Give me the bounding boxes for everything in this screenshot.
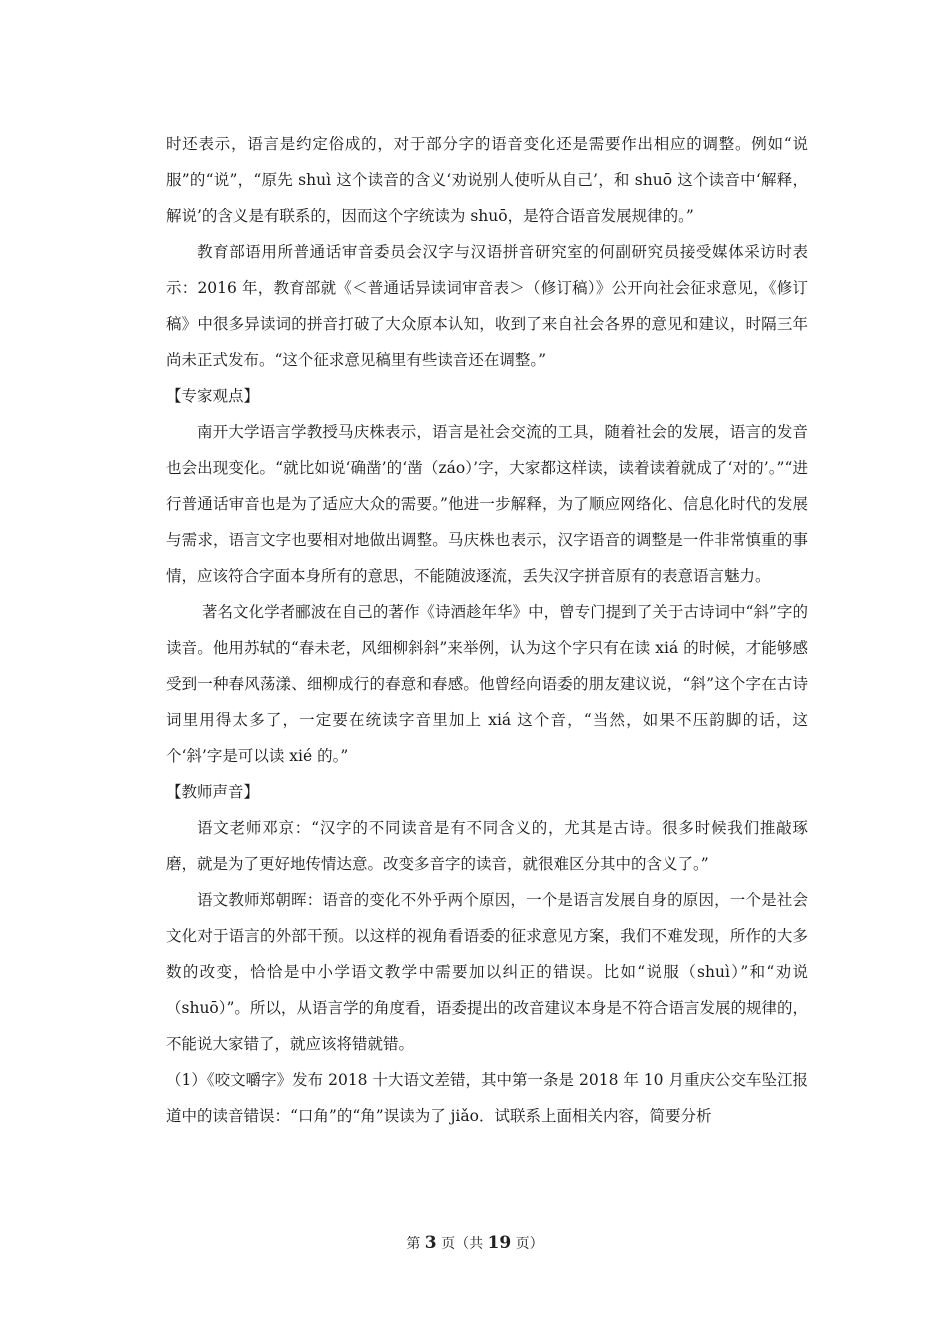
paragraph-6: 语文教师郑朝晖：语音的变化不外乎两个原因，一个是语言发展自身的原因，一个是社会文化对于语言的外部干预。以这样的视角看语委的征求意见方案，我们不难发现，所作的大多数的改变，恰恰是中小学语文教学中需要加以纠正的错误。比如“说服（shuì）”和“劝说（shuō）”。所以，从语言学的角度看，语委提出的改音建议本身是不符合语言发展的规律的，不能说大家错了，就应该将错就错。 (166, 891, 808, 1053)
paragraph-1: 时还表示，语言是约定俗成的，对于部分字的语音变化还是需要作出相应的调整。例如“说服”的“说”，“原先 shuì 这个读音的含义‘劝说别人使听从自己’，和 shuō 这个读音中‘解释，解说’的含义是有联系的，因而这个字统读为 shuō，是符合语音发展规律的。” (166, 135, 808, 225)
paragraph-5: 语文老师邓京：“汉字的不同读音是有不同含义的，尤其是古诗。很多时候我们推敲琢磨，就是为了更好地传情达意。改变多音字的读音，就很难区分其中的含义了。” (166, 819, 808, 873)
paragraph-2: 教育部语用所普通话审音委员会汉字与汉语拼音研究室的何副研究员接受媒体采访时表示：2016 年，教育部就《＜普通话异读词审音表＞（修订稿）》公开向社会征求意见，《修订稿》中很多异读词的拼音打破了大众原本认知，收到了来自社会各界的意见和建议，时隔三年尚未正式发布。“这个征求意见稿里有些读音还在调整。” (166, 243, 808, 369)
question-1: （1）《咬文嚼字》发布 2018 十大语文差错，其中第一条是 2018 年 10 月重庆公交车坠江报道中的读音错误：“口角”的“角”误读为了 jiǎo．试联系上面相关内容，简要分析 (166, 1071, 808, 1125)
footer-prefix: 第 (406, 1236, 425, 1252)
page-total: 19 (487, 1233, 512, 1253)
document-body (166, 126, 808, 1134)
page-number: 3 (424, 1233, 437, 1253)
paragraph-3: 南开大学语言学教授马庆株表示，语言是社会交流的工具，随着社会的发展，语言的发音也会出现变化。“就比如说‘确凿’的‘凿（záo）’字，大家都这样读，读着读着就成了‘对的’。”“进行普通话审音也是为了适应大众的需要。”他进一步解释，为了顺应网络化、信息化时代的发展与需求，语言文字也要相对地做出调整。马庆株也表示，汉字语音的调整是一件非常慎重的事情，应该符合字面本身所有的意思，不能随波逐流，丢失汉字拼音原有的表意语言魅力。 (166, 423, 808, 585)
footer-middle: 页（共 (436, 1236, 488, 1252)
section-heading-teacher: 【教师声音】 (166, 783, 260, 801)
footer-suffix: 页） (511, 1236, 544, 1252)
paragraph-4: 著名文化学者郦波在自己的著作《诗酒趁年华》中，曾专门提到了关于古诗词中“斜”字的读音。他用苏轼的“春未老，风细柳斜斜”来举例，认为这个字只有在读 xiá 的时候，才能够感受到一种春风荡漾、细柳成行的春意和春感。他曾经向语委的朋友建议说，“斜”这个字在古诗词里用得太多了，一定要在统读字音里加上 xiá 这个音，“当然，如果不压韵脚的话，这个‘斜’字是可以读 xié 的。” (166, 603, 808, 765)
section-heading-expert: 【专家观点】 (166, 387, 260, 405)
page-footer (0, 1233, 950, 1253)
